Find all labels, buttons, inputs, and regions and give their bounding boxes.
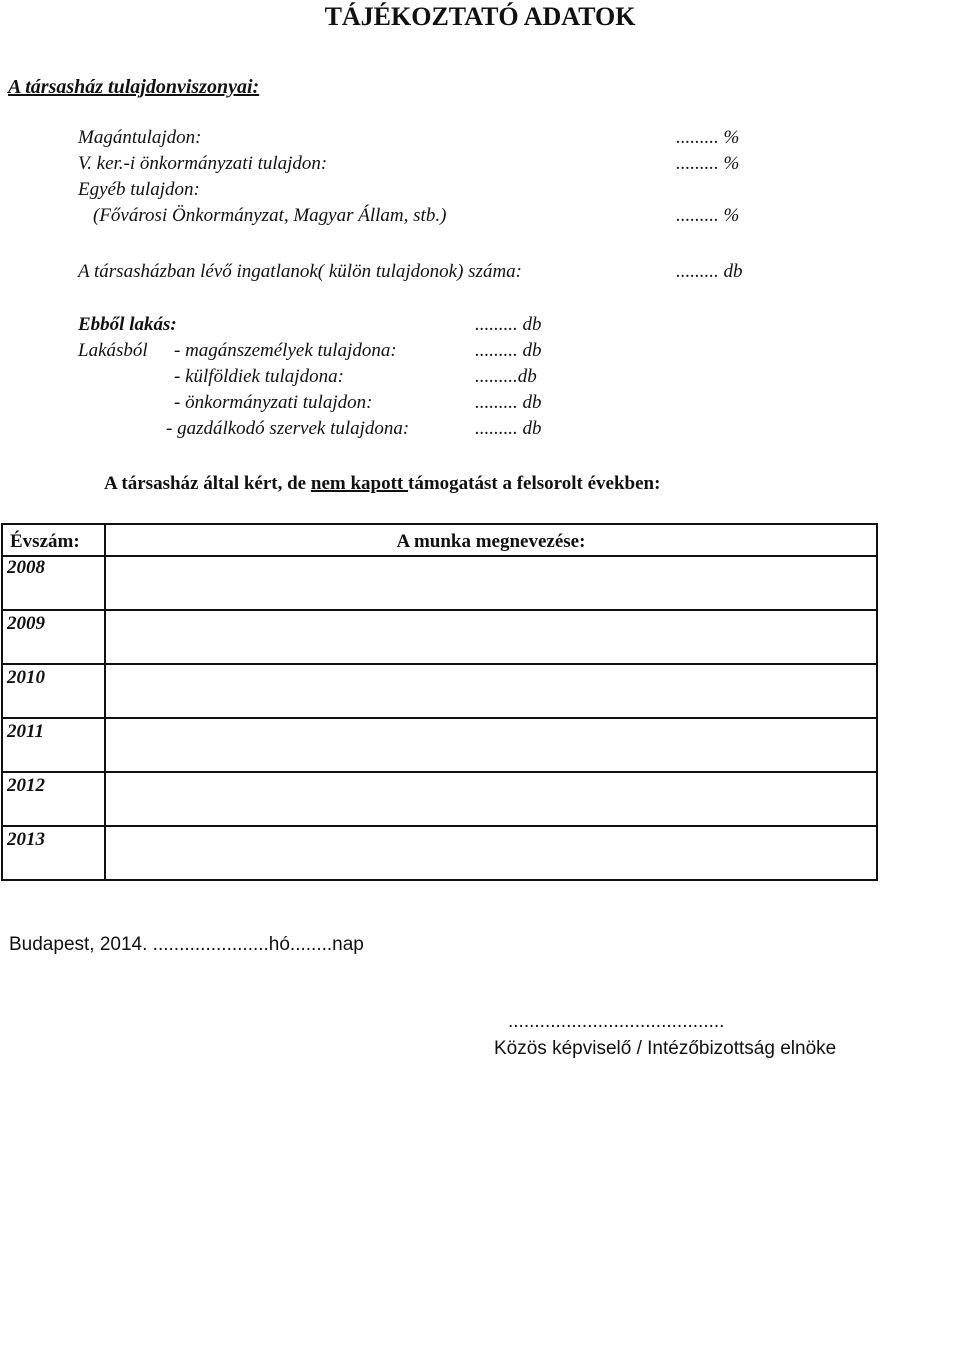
page-title: TÁJÉKOZTATÓ ADATOK <box>324 2 636 31</box>
support-sentence-underlined: nem kapott <box>310 473 408 494</box>
units-value: ......... db <box>676 261 743 282</box>
ownership-label-municipal: V. ker.-i önkormányzati tulajdon: <box>78 153 328 174</box>
ownership-value-municipal: ......... % <box>676 153 740 174</box>
ownership-value-private: ......... % <box>676 127 740 148</box>
table-row <box>2 718 877 772</box>
flats-label-foreign: - külföldiek tulajdona: <box>174 366 344 387</box>
work-cell[interactable] <box>105 772 877 826</box>
flats-value-foreign: .........db <box>475 366 537 387</box>
year-cell: 2012 <box>7 775 45 796</box>
signature-line: ......................................... <box>508 1011 725 1032</box>
work-cell[interactable] <box>105 610 877 664</box>
support-sentence-start: A társasház által kért, de <box>104 473 311 494</box>
year-column-header: Évszám: <box>10 531 80 552</box>
year-cell: 2011 <box>7 721 44 742</box>
table-row <box>2 610 877 664</box>
year-cell: 2008 <box>7 557 45 578</box>
table-row <box>2 556 877 610</box>
work-cell[interactable] <box>105 664 877 718</box>
years-table <box>1 523 878 881</box>
flats-heading: Ebből lakás: <box>78 314 177 335</box>
year-column-header-cell <box>2 524 105 556</box>
support-sentence-end: támogatást a felsorolt években: <box>408 473 661 494</box>
work-cell[interactable] <box>105 826 877 880</box>
year-cell: 2010 <box>7 667 45 688</box>
year-cell: 2009 <box>7 613 45 634</box>
table-row <box>2 772 877 826</box>
ownership-label-private: Magántulajdon: <box>78 127 202 148</box>
place-date-line: Budapest, 2014. ......................hó........nap <box>9 934 364 955</box>
work-cell[interactable] <box>105 556 877 610</box>
ownership-heading: A társasház tulajdonviszonyai: <box>8 76 260 98</box>
flats-value-business: ......... db <box>475 418 542 439</box>
flats-prefix: Lakásból <box>78 340 148 361</box>
units-label: A társasházban lévő ingatlanok( külön tulajdonok) száma: <box>78 261 523 282</box>
table-header-row <box>2 524 877 556</box>
work-cell[interactable] <box>105 718 877 772</box>
flats-label-municipal: - önkormányzati tulajdon: <box>174 392 373 413</box>
ownership-label-other: Egyéb tulajdon: <box>78 179 200 200</box>
work-column-header: A munka megnevezése: <box>396 531 586 552</box>
year-cell: 2013 <box>7 829 45 850</box>
table-row <box>2 664 877 718</box>
support-sentence <box>104 473 660 495</box>
flats-value-private: ......... db <box>475 340 542 361</box>
work-column-header-cell <box>105 524 877 556</box>
table-row <box>2 826 877 880</box>
flats-value-municipal: ......... db <box>475 392 542 413</box>
flats-label-business: - gazdálkodó szervek tulajdona: <box>166 418 410 439</box>
signature-label: Közös képviselő / Intézőbizottság elnöke <box>494 1038 837 1059</box>
flats-label-private: - magánszemélyek tulajdona: <box>174 340 397 361</box>
ownership-label-other-detail: (Fővárosi Önkormányzat, Magyar Állam, stb.) <box>93 205 447 226</box>
flats-heading-value: ......... db <box>475 314 542 335</box>
ownership-value-other: ......... % <box>676 205 740 226</box>
